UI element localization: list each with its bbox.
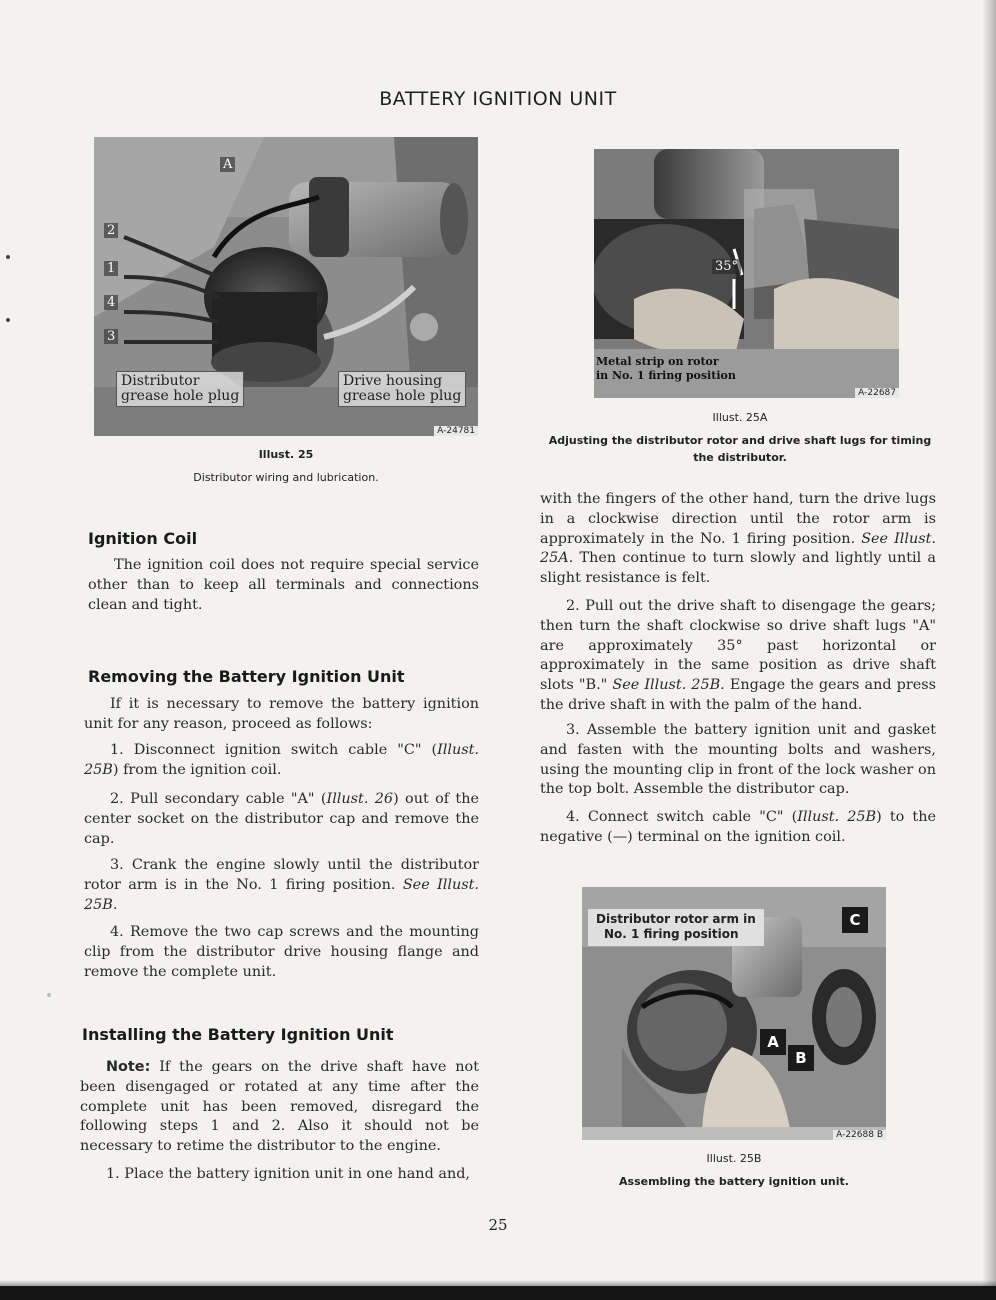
heading-installing: Installing the Battery Ignition Unit (82, 1025, 394, 1044)
rotor-arm-label (588, 909, 764, 946)
caption-text: Distributor wiring and lubrication. (193, 471, 379, 484)
label-c: C (842, 907, 868, 933)
page-number: 25 (488, 1216, 508, 1234)
callout-a: A (220, 157, 235, 172)
text-run: 3. Crank the engine slowly until the distributor rotor arm is in the No. 1 firing position. (84, 857, 479, 893)
label-line: grease hole plug (343, 388, 462, 404)
callout-4: 4 (104, 295, 118, 310)
illust-number: Illust. 25B (706, 1152, 762, 1165)
label-line: Metal strip on rotor (596, 355, 719, 368)
text-run: Engage the gears and press the drive shaft in with the palm of the hand. (540, 677, 936, 713)
text-run: ) from the ignition coil. (112, 761, 282, 778)
label-a: A (760, 1029, 786, 1055)
ignition-coil-text: The ignition coil does not require special service other than to keep all terminals and connections clean and tight. (88, 557, 479, 613)
metal-strip-label (596, 355, 736, 383)
drive-housing-grease-label (338, 371, 466, 407)
margin-mark (47, 993, 51, 997)
page-title: BATTERY IGNITION UNIT (379, 88, 617, 110)
label-line: Distributor (121, 373, 200, 389)
margin-mark (6, 255, 10, 259)
removing-intro: If it is necessary to remove the battery ignition unit for any reason, proceed as follows: (84, 696, 479, 732)
heading-ignition-coil: Ignition Coil (88, 529, 198, 548)
illust-ref: See Illust. 25B. (84, 876, 479, 913)
note-label: Note: (106, 1059, 151, 1075)
text-run: ) out of the center socket on the distributor cap and remove the cap. (84, 791, 479, 847)
label-line: Drive housing (343, 373, 443, 389)
label-line: grease hole plug (121, 388, 240, 404)
caption-text: Adjusting the distributor rotor and drive shaft lugs for timing (548, 434, 932, 447)
removing-step-1 (84, 741, 479, 781)
callout-2: 2 (104, 223, 118, 238)
text-run: Then continue to turn slowly and lightly until a slight resistance is felt. (540, 550, 936, 587)
callout-1: 1 (104, 261, 118, 276)
illust-ref: Illust. 25B (797, 809, 877, 825)
scan-bottom-edge (0, 1286, 996, 1300)
caption-text: Assembling the battery ignition unit. (619, 1175, 849, 1188)
illust-number: Illust. 25 (258, 448, 314, 461)
illust-ref: See Illust. 25B. (612, 677, 725, 694)
margin-mark (6, 318, 10, 322)
label-line: in No. 1 firing position (596, 369, 736, 382)
text-run: If the gears on the drive shaft have not been disengaged or rotated at any time after the complete unit has been removed, disregard the following steps 1 and 2. Also it should not be necessary to retime the distributor to the engine. (80, 1059, 479, 1155)
label-line: No. 1 firing position (604, 927, 739, 941)
photo-code: A-22687 (855, 388, 899, 398)
label-line: Distributor rotor arm in (596, 912, 756, 926)
angle-label: 35° (712, 259, 741, 274)
heading-removing: Removing the Battery Ignition Unit (88, 667, 405, 686)
illust-number: Illust. 25A (712, 411, 768, 424)
illust-25a-caption (540, 409, 940, 466)
removing-step-2 (84, 790, 479, 849)
removing-step-4: 4. Remove the two cap screws and the mounting clip from the distributor drive housing flange and remove the complete unit. (84, 924, 479, 980)
illust-25b-caption (582, 1150, 886, 1190)
illust-ref: See Illust. 25A. (540, 530, 937, 567)
callout-3: 3 (104, 329, 118, 344)
continued-para-3: 3. Assemble the battery ignition unit and gasket and fasten with the mounting bolts and washers, using the mounting clip in front of the lock washer on the top bolt. Assemble the distributor cap. (540, 722, 936, 798)
continued-para-4 (540, 808, 936, 848)
illust-25a-photo (594, 149, 899, 398)
photo-code: A-24781 (434, 426, 478, 436)
continued-para-2 (540, 597, 936, 716)
text-run: 4. Connect switch cable "C" ( (566, 809, 798, 825)
continued-para-1 (540, 490, 936, 589)
illust-ref: Illust. 25B (84, 742, 479, 778)
label-b: B (788, 1045, 814, 1071)
text-run: ) to the negative (—) terminal on the ignition coil. (540, 809, 936, 845)
illust-25-caption (94, 446, 478, 486)
caption-text: the distributor. (693, 451, 787, 464)
illust-25-photo (94, 137, 478, 436)
text-run: 2. Pull secondary cable "A" ( (110, 791, 327, 807)
removing-step-3 (84, 856, 479, 915)
page-edge-shadow (982, 0, 996, 1300)
illust-ref: Illust. 26 (326, 791, 394, 807)
illust-25b-photo (582, 887, 886, 1140)
photo-code: A-22688 B (833, 1130, 886, 1140)
installing-note (80, 1058, 479, 1157)
text-run: 2. Pull out the drive shaft to disengage the gears; then turn the shaft clockwise so drive shaft lugs "A" are approximately 35° past horizontal or approximately in the same position as drive shaft slots "B." (540, 598, 936, 694)
installing-step-1: 1. Place the battery ignition unit in one hand and, (106, 1166, 470, 1182)
text-run: with the fingers of the other hand, turn the drive lugs in a clockwise direction until the rotor arm is approximately in the No. 1 firing position. (540, 491, 936, 547)
distributor-grease-label (116, 371, 244, 407)
text-run: 1. Disconnect ignition switch cable "C" ( (110, 742, 438, 758)
